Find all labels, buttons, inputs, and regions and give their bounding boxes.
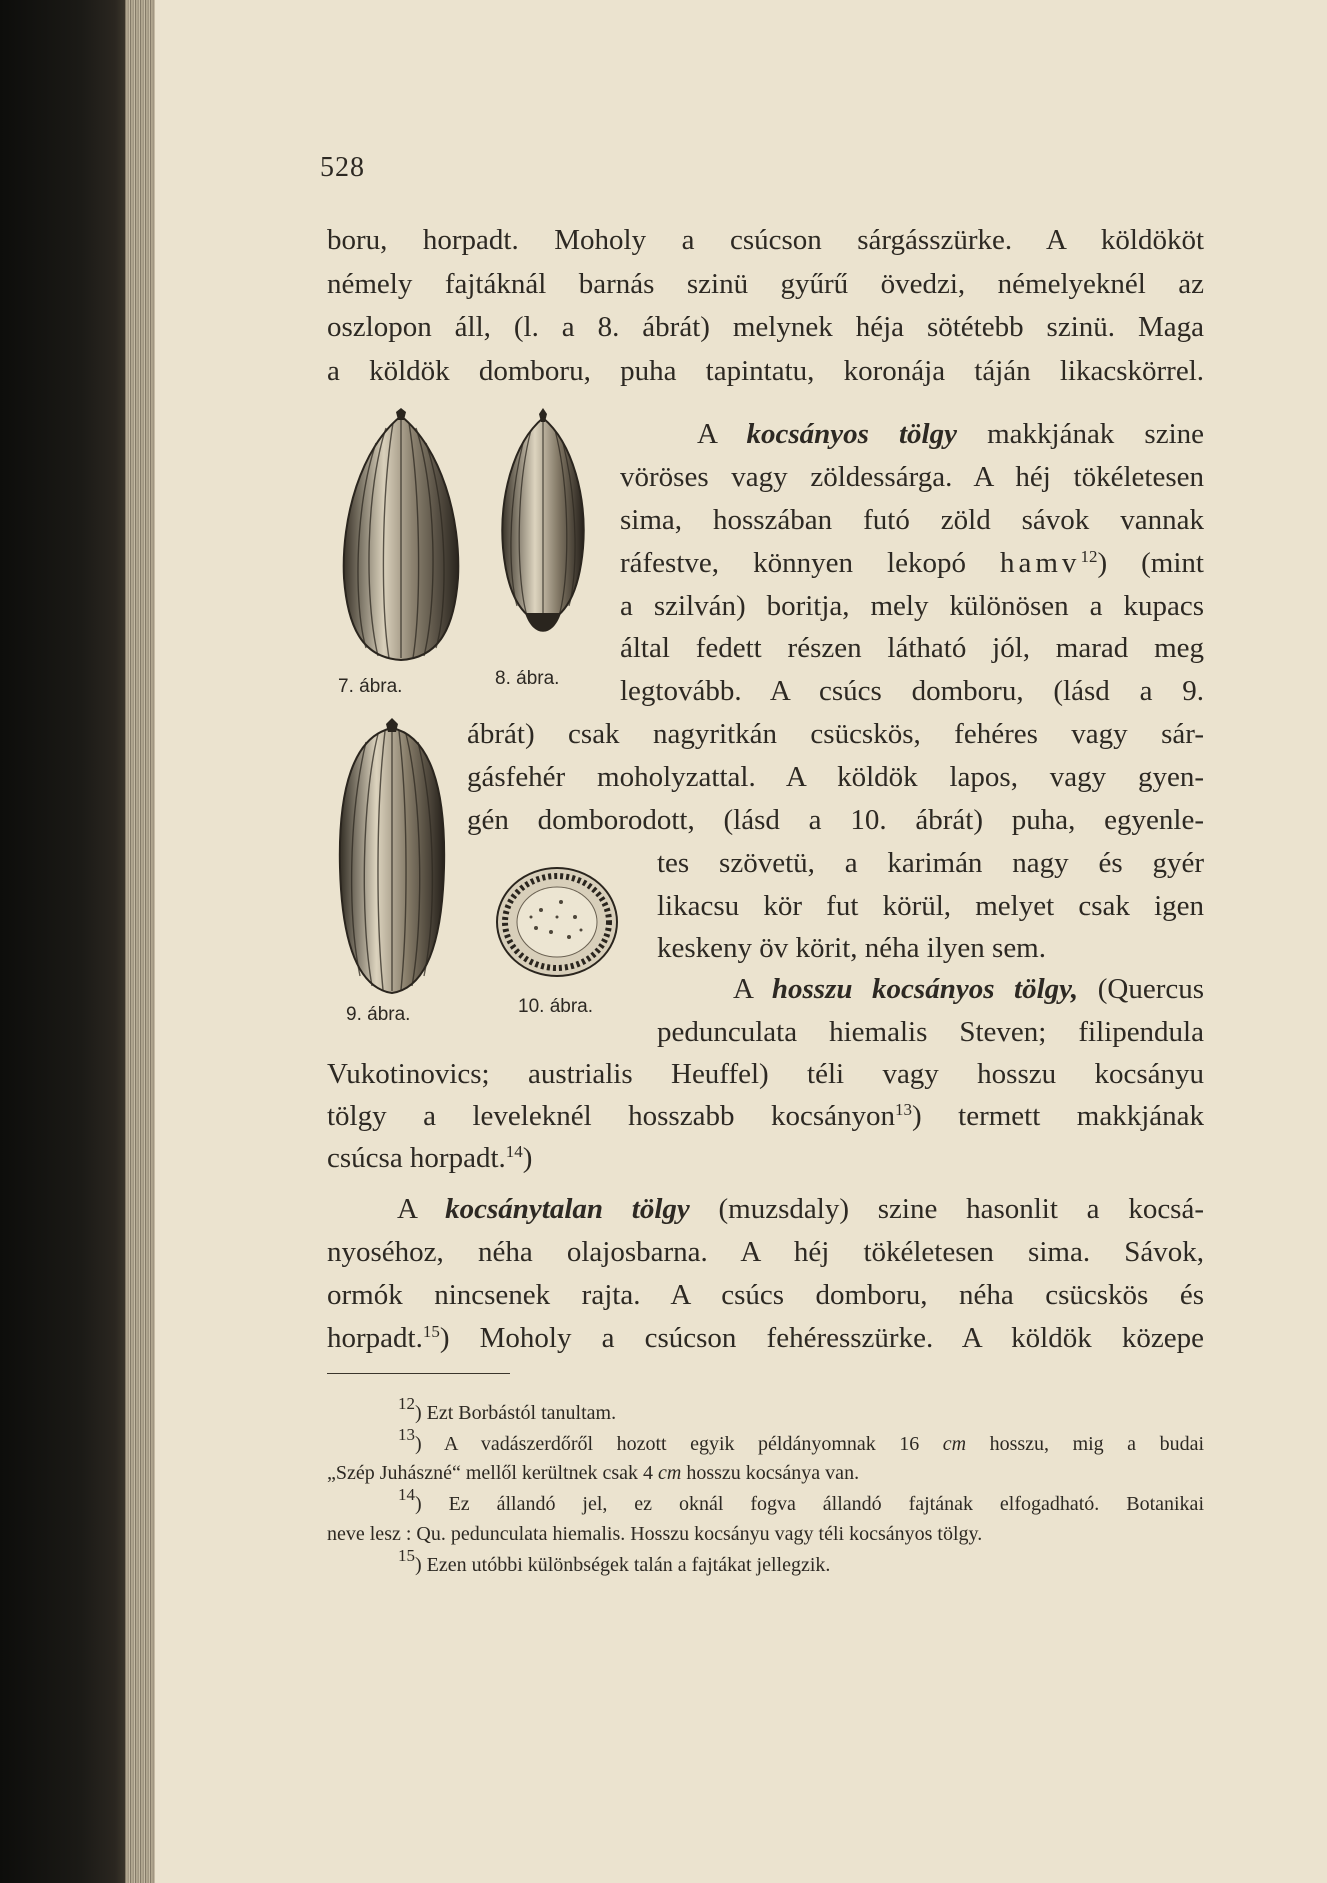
footnote-12: $^{12}$) Ezt Borbástól tanultam. <box>398 1394 617 1424</box>
body-line: horpadt.$^{15}$) Moholy a csúcson fehéresszürke. A köldök közepe <box>327 1322 1204 1354</box>
body-line: némely fajtáknál barnás szinü gyűrű övedzi, némelyeknél az <box>327 268 1204 300</box>
page-number: 528 <box>320 152 365 183</box>
body-line: gén domborodott, (lásd a 10. ábrát) puha, egyenle- <box>467 804 1204 836</box>
body-line: likacsu kör fut körül, melyet csak igen <box>657 890 1204 922</box>
acorn-figure-8 <box>483 408 603 648</box>
body-line: legtovább. A csúcs domboru, (lásd a 9. <box>620 675 1204 707</box>
body-line: által fedett részen látható jól, marad meg <box>620 632 1204 664</box>
body-line: oszlopon áll, (l. a 8. ábrát) melynek héja sötétebb szinü. Maga <box>327 311 1204 343</box>
body-line: A kocsányos tölgy makkjának szine <box>697 418 1204 450</box>
body-line: ormók nincsenek rajta. A csúcs domboru, néha csücskös és <box>327 1279 1204 1311</box>
body-line: gásfehér moholyzattal. A köldök lapos, vagy gyen- <box>467 761 1204 793</box>
body-line: Vukotinovics; austrialis Heuffel) téli vagy hosszu kocsányu <box>327 1058 1204 1090</box>
body-line: tes szövetü, a karimán nagy és gyér <box>657 847 1204 879</box>
figure-caption-9: 9. ábra. <box>346 1004 411 1025</box>
body-line: csúcsa horpadt.$^{14}$) <box>327 1142 533 1174</box>
body-line: A kocsánytalan tölgy (muzsdaly) szine hasonlit a kocsá- <box>397 1193 1205 1225</box>
body-line: ráfestve, könnyen lekopó hamv$^{12}$) (mint <box>620 547 1204 579</box>
term-kocsanyos-tolgy: kocsányos tölgy <box>746 418 957 450</box>
figure-caption-10: 10. ábra. <box>518 996 593 1017</box>
footnote-14: $^{14}$) Ez állandó jel, ez oknál fogva állandó fajtának elfogadható. Botanikai <box>398 1485 1204 1515</box>
body-line: a köldök domboru, puha tapintatu, koronája táján likacskörrel. <box>327 355 1204 387</box>
footnote-15: $^{15}$) Ezen utóbbi különbségek talán a fajtákat jellegzik. <box>398 1546 831 1576</box>
body-line: A hosszu kocsányos tölgy, (Quercus <box>733 973 1205 1005</box>
body-line: boru, horpadt. Moholy a csúcson sárgásszürke. A köldököt <box>327 224 1204 256</box>
acorn-figure-7 <box>326 408 476 668</box>
page-edges <box>125 0 157 1883</box>
acorn-base-figure-10 <box>491 862 623 982</box>
acorn-figure-9 <box>326 718 458 1000</box>
body-line: tölgy a leveleknél hosszabb kocsányon$^{13}$) termett makkjának <box>327 1100 1204 1132</box>
book-spine-shadow <box>0 0 135 1883</box>
figure-caption-8: 8. ábra. <box>495 668 560 689</box>
body-line: vöröses vagy zöldessárga. A héj tökéletesen <box>620 461 1204 493</box>
footnote-13: $^{13}$) A vadászerdőről hozott egyik példányomnak 16 cm hosszu, mig a budai <box>398 1425 1204 1455</box>
body-line: nyoséhoz, néha olajosbarna. A héj tökéletesen sima. Sávok, <box>327 1236 1204 1268</box>
footnote-14-cont: neve lesz : Qu. pedunculata hiemalis. Hosszu kocsányu vagy téli kocsányos tölgy. <box>327 1523 983 1545</box>
term-hosszu-kocsanyos-tolgy: hosszu kocsányos tölgy, <box>771 973 1079 1005</box>
body-line: keskeny öv körit, néha ilyen sem. <box>657 932 1046 964</box>
footnote-13-cont: „Szép Juhászné“ mellől kerültnek csak 4 cm hosszu kocsánya van. <box>327 1462 860 1484</box>
figure-caption-7: 7. ábra. <box>338 676 403 697</box>
term-kocsanytalan-tolgy: kocsánytalan tölgy <box>445 1193 690 1225</box>
body-line: sima, hosszában futó zöld sávok vannak <box>620 504 1204 536</box>
footnote-separator <box>327 1373 510 1374</box>
body-line: a szilván) boritja, mely különösen a kupacs <box>620 590 1204 622</box>
body-line: pedunculata hiemalis Steven; filipendula <box>657 1016 1204 1048</box>
body-line: ábrát) csak nagyritkán csücskös, fehéres vagy sár- <box>467 718 1204 750</box>
